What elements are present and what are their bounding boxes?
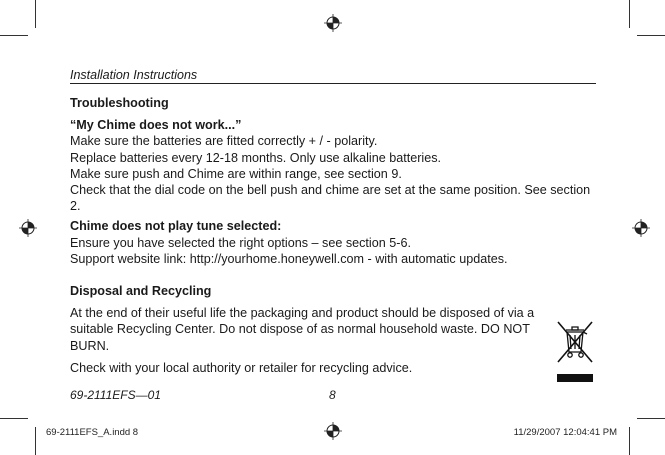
- crop-mark-top-left-vertical: [35, 0, 36, 28]
- page-number: 8: [329, 388, 336, 402]
- disposal-heading: Disposal and Recycling: [70, 284, 212, 299]
- crop-mark-bottom-left-vertical: [35, 427, 36, 455]
- issue-title-chime-not-working: “My Chime does not work...”: [70, 118, 242, 133]
- registration-mark-icon: [632, 219, 650, 237]
- registration-mark-icon: [324, 422, 342, 440]
- slug-filename: 69-2111EFS_A.indd 8: [46, 427, 139, 438]
- document-number: 69-2111EFS—01: [70, 388, 161, 402]
- issue1-line: Make sure push and Chime are within range, see section 9.: [70, 166, 402, 181]
- registration-mark-icon: [19, 219, 37, 237]
- running-header: Installation Instructions: [70, 68, 198, 82]
- registration-mark-icon: [324, 14, 342, 32]
- disposal-paragraph: At the end of their useful life the packaging and product should be disposed of via a suitable Recycling Center. Do not dispose of as normal household waste. DO NOT BURN.: [70, 306, 535, 353]
- crop-mark-top-right-vertical: [629, 0, 630, 28]
- recycling-advice-paragraph: Check with your local authority or retailer for recycling advice.: [70, 360, 413, 375]
- crop-mark-top-right-horizontal: [637, 35, 665, 36]
- crop-mark-top-left-horizontal: [0, 35, 28, 36]
- weee-underline-bar: [557, 374, 593, 382]
- issue2-line: Ensure you have selected the right options – see section 5-6.: [70, 235, 411, 250]
- crop-mark-bottom-right-horizontal: [637, 418, 665, 419]
- troubleshooting-heading: Troubleshooting: [70, 96, 169, 110]
- crossed-out-wheelie-bin-icon: [556, 320, 594, 364]
- issue1-line: Make sure the batteries are fitted correctly + / - polarity.: [70, 134, 378, 149]
- page-content: [70, 95, 600, 376]
- header-rule: [70, 83, 596, 84]
- slug-timestamp: 11/29/2007 12:04:41 PM: [513, 427, 617, 438]
- issue1-line: Check that the dial code on the bell push and chime are set at the same position. See section 2.: [70, 183, 591, 214]
- issue2-line: Support website link: http://yourhome.honeywell.com - with automatic updates.: [70, 251, 508, 266]
- crop-mark-bottom-right-vertical: [629, 427, 630, 455]
- issue1-line: Replace batteries every 12-18 months. Only use alkaline batteries.: [70, 150, 442, 165]
- issue-title-tune-not-selected: Chime does not play tune selected:: [70, 219, 282, 234]
- crop-mark-bottom-left-horizontal: [0, 418, 28, 419]
